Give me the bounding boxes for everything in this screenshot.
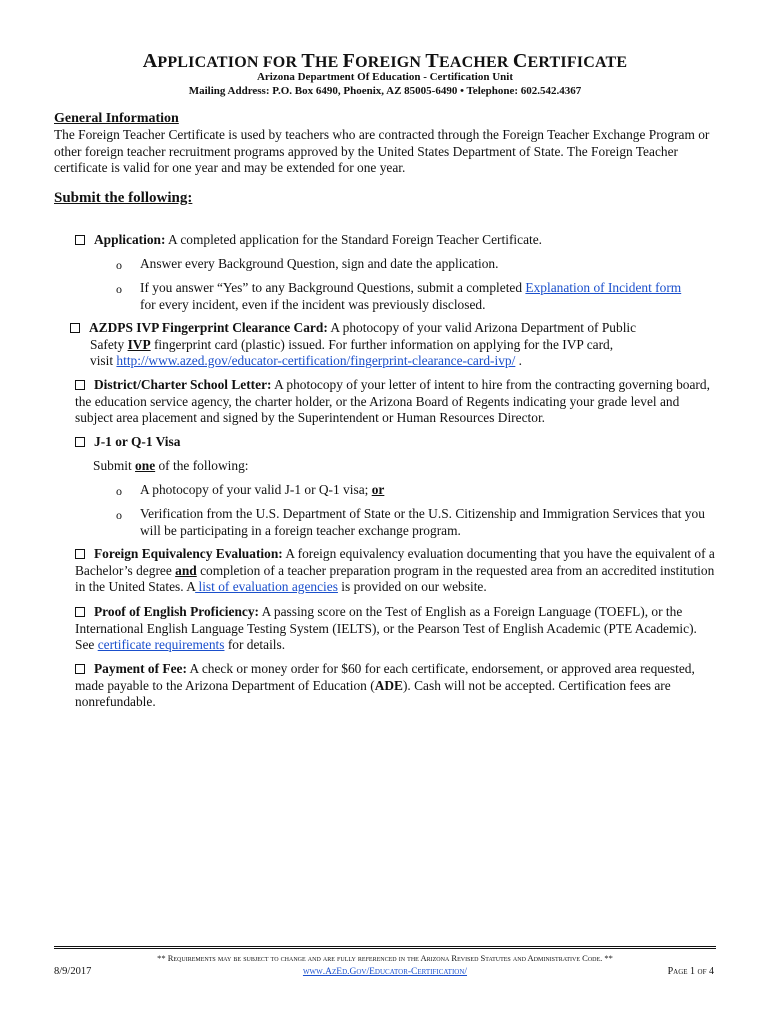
checkbox-icon[interactable]	[75, 549, 85, 559]
payment-fee-item: Payment of Fee: A check or money order for $60 for each certificate, endorsement, or approved area requested, made payable to the Arizona Department of Education (ADE). Cash will not be accepted. Certification fees are nonrefundable.	[75, 661, 695, 710]
general-information-text: The Foreign Teacher Certificate is used by teachers who are contracted through the Foreign Teacher Exchange Program or other foreign teacher recruitment programs approved by the United States Department of State. The Foreign Teacher certificate is valid for one year and may be extended for one year.	[54, 127, 710, 176]
application-item: Application: A completed application for the Standard Foreign Teacher Certificate.	[75, 232, 725, 249]
footer-date: 8/9/2017	[54, 966, 92, 977]
checkbox-icon[interactable]	[75, 437, 85, 447]
bullet-icon: o	[116, 282, 122, 296]
general-information-heading: General Information	[54, 111, 179, 126]
checkbox-icon[interactable]	[75, 235, 85, 245]
footer-website-link[interactable]: www.AzEd.Gov/Educator-Certification/	[302, 967, 468, 977]
mailing-address: Mailing Address: P.O. Box 6490, Phoenix, AZ 85005-6490 • Telephone: 602.542.4367	[188, 85, 582, 97]
checkbox-icon[interactable]	[75, 380, 85, 390]
bullet-icon: o	[116, 258, 122, 272]
fingerprint-clearance-link[interactable]: http://www.azed.gov/educator-certification/fingerprint-clearance-card-ivp/	[116, 353, 516, 369]
certificate-requirements-link[interactable]: certificate requirements	[97, 637, 225, 653]
footer-url	[0, 967, 770, 977]
english-proficiency-item: Proof of English Proficiency: A passing score on the Test of English as a Foreign Language (TOEFL), or the International English Language Testing System (IELTS), or the Pearson Test of English Academic (PTE Academic). See certificate requirements for details.	[75, 604, 697, 653]
footer-divider	[54, 946, 716, 949]
bullet-icon: o	[116, 508, 122, 522]
footer-note: ** Requirements may be subject to change and are fully referenced in the Arizona Revised Statutes and Administrative Code. **	[157, 953, 613, 963]
page-number: Page 1 of 4	[667, 966, 714, 977]
department-line: Arizona Department Of Education - Certification Unit	[256, 71, 514, 83]
submit-heading: Submit the following:	[54, 190, 193, 206]
explanation-of-incident-link[interactable]: Explanation of Incident form	[525, 280, 682, 295]
azdps-item: AZDPS IVP Fingerprint Clearance Card: A photocopy of your valid Arizona Department of Public Safety IVP fingerprint card (plastic) issued. For further information on applying for the IVP card, visit http://www.azed.gov/educator-certification/fingerprint-clearance-card-ivp/ .	[70, 320, 725, 370]
bullet-icon: o	[116, 484, 122, 498]
equivalency-item: Foreign Equivalency Evaluation: A foreign equivalency evaluation documenting that you have the equivalent of a Bachelor’s degree and completion of a teacher preparation program in the requested area from an accredited institution in the United States. A list of evaluation agencies is provided on our website.	[75, 546, 715, 595]
application-sub-1: Answer every Background Question, sign and date the application.	[140, 256, 499, 271]
visa-sub-2: Verification from the U.S. Department of State or the U.S. Citizenship and Immigration Services that you will be participating in a foreign teacher exchange program.	[140, 506, 705, 538]
visa-sub-1: A photocopy of your valid J-1 or Q-1 visa; or	[140, 482, 385, 497]
district-letter-item: District/Charter School Letter: A photocopy of your letter of intent to hire from the contracting governing board, the education service agency, the charter holder, or the Arizona Board of Regents indicating your grade level and subject area placement and signed by the Superintendent or Human Resources Director.	[75, 377, 710, 426]
checkbox-icon[interactable]	[70, 323, 80, 333]
visa-item: J-1 or Q-1 Visa	[75, 434, 715, 451]
visa-submit-one: Submit one of the following:	[93, 458, 249, 473]
checkbox-icon[interactable]	[75, 664, 85, 674]
application-sub-2: If you answer “Yes” to any Background Questions, submit a completed Explanation of Incident form for every incident, even if the incident was previously disclosed.	[140, 280, 682, 312]
evaluation-agencies-link[interactable]: list of evaluation agencies	[195, 579, 338, 595]
checkbox-icon[interactable]	[75, 607, 85, 617]
page-title: APPLICATION FOR THE FOREIGN TEACHER CERTIFICATE	[142, 50, 628, 72]
application-label: Application:	[94, 232, 166, 247]
